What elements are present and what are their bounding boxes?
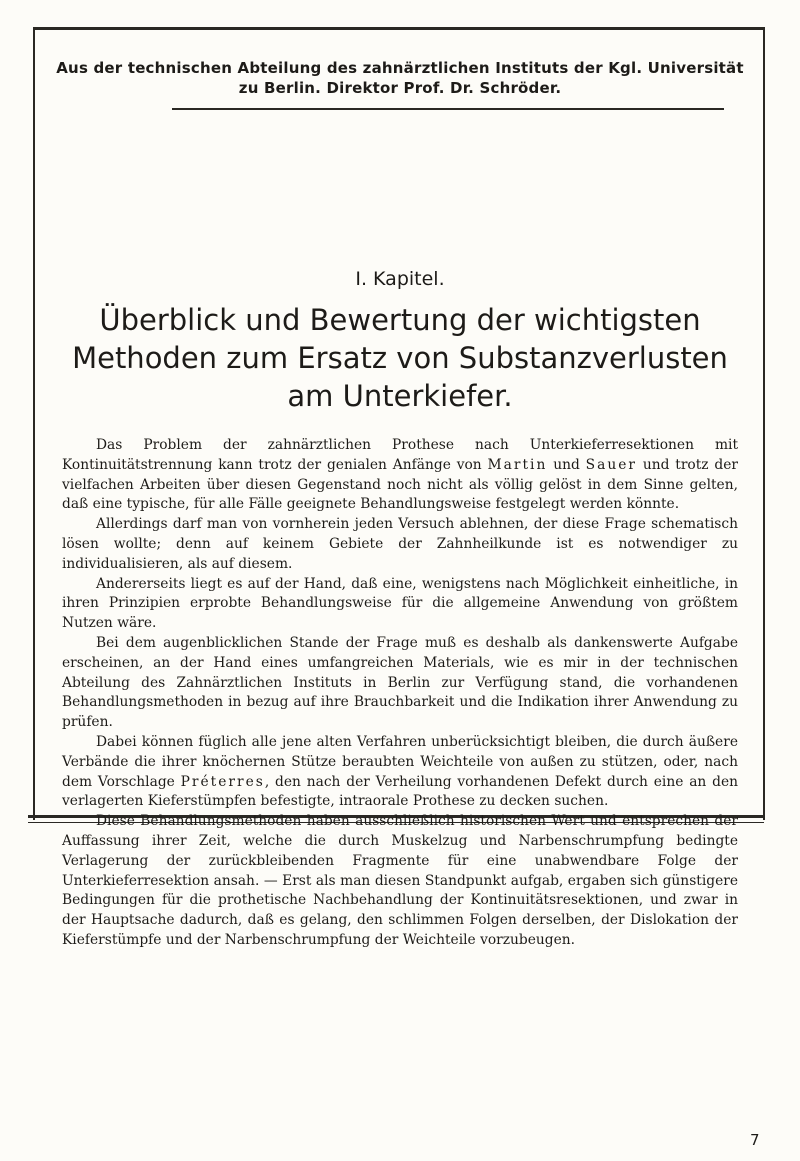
header-line-1: Aus der technischen Abteilung des zahnärztlichen Instituts der Kgl. Universität bbox=[56, 59, 744, 77]
author-name-preterres: Préterres bbox=[180, 773, 265, 790]
paragraph-3: Andererseits liegt es auf der Hand, daß eine, wenigstens nach Möglichkeit einheitliche, in ihren Prinzipien erprobte Behandlungsweise für die allgemeine Anwendung von größtem Nutzen wäre. bbox=[62, 575, 738, 632]
chapter-title-line-3: am Unterkiefer. bbox=[287, 379, 513, 413]
paragraph-2: Allerdings darf man von vornherein jeden Versuch ablehnen, der diese Frage schematisch lösen wollte; denn auf keinem Gebiete der Zahnheilkunde ist es notwendiger zu individualisieren, als auf diesem. bbox=[62, 516, 738, 572]
institute-header bbox=[40, 58, 760, 98]
author-name-sauer: Sauer bbox=[585, 456, 637, 473]
body-text bbox=[62, 436, 738, 951]
page-number: 7 bbox=[750, 1131, 760, 1149]
chapter-title bbox=[40, 301, 760, 415]
header-rule bbox=[172, 108, 724, 110]
paragraph-5: Dabei können füglich alle jene alten Verfahren unberücksichtigt bleiben, die durch äußere Verbände die ihrer knöchernen Stütze beraubten Weichteile von außen zu stützen, oder, nach dem Vorschlage Préterres, den nach der Verheilung vorhandenen Defekt durch eine an den verlagerten Kieferstümpfen befestigte, intraorale Prothese zu decken suchen. bbox=[62, 733, 738, 810]
paragraph-4: Bei dem augenblicklichen Stande der Frage muß es deshalb als dankenswerte Aufgabe erscheinen, an der Hand eines umfangreichen Materials, wie es mir in der technischen Abteilung des Zahnärztlichen Instituts in Berlin zur Verfügung stand, die vorhandenen Behandlungsmethoden in bezug auf ihre Brauchbarkeit und die Indikation ihrer Anwendung zu prüfen. bbox=[62, 634, 738, 731]
chapter-label: I. Kapitel. bbox=[355, 268, 445, 290]
chapter-title-line-2: Methoden zum Ersatz von Substanzverlusten bbox=[72, 341, 728, 375]
chapter-title-line-1: Überblick und Bewertung der wichtigsten bbox=[99, 303, 701, 337]
paragraph-1: Das Problem der zahnärztlichen Prothese nach Unterkieferresektionen mit Kontinuitätstrennung kann trotz der genialen Anfänge von Martin und Sauer und trotz der vielfachen Arbeiten über diesen Gegenstand noch nicht als völlig gelöst in dem Sinne gelten, daß eine typische, für alle Fälle geeignete Behandlungsweise festgelegt werden könnte. bbox=[62, 437, 738, 513]
header-line-2: zu Berlin. Direktor Prof. Dr. Schröder. bbox=[238, 79, 562, 97]
paragraph-6: Diese Behandlungsmethoden haben ausschließlich historischen Wert und entsprechen der Auffassung ihrer Zeit, welche die durch Muskelzug und Narbenschrumpfung bedingte Verlagerung der zurückbleibenden Fragmente für eine unabwendbare Folge der Unterkieferresektion ansah. — Erst als man diesen Standpunkt aufgab, ergaben sich günstigere Bedingungen für die prothetische Nachbehandlung der Kontinuitätsresektionen, und zwar in der Hauptsache dadurch, daß es gelang, den schlimmen Folgen derselben, der Dislokation der Kieferstümpfe und der Narbenschrumpfung der Weichteile vorzubeugen. bbox=[62, 813, 738, 948]
author-name-martin: Martin bbox=[487, 456, 548, 473]
